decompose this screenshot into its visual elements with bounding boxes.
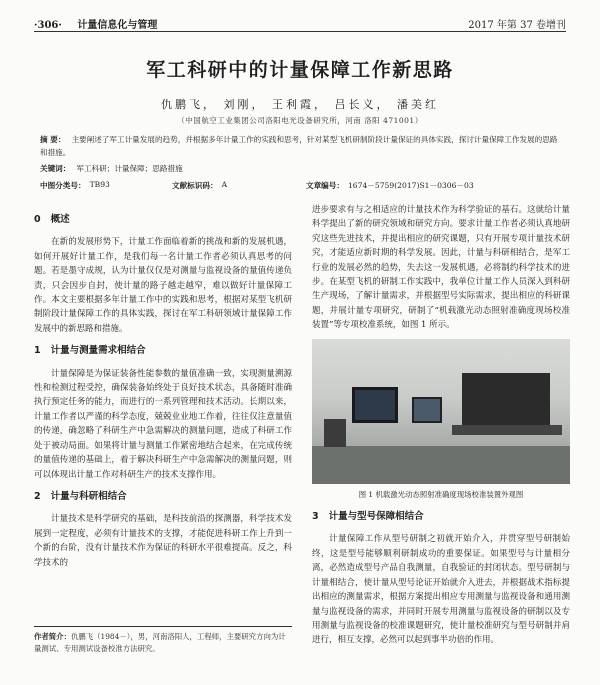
journal-name: 计量信息化与管理: [77, 20, 158, 31]
section-heading-2: [34, 490, 292, 504]
section-2-paragraph: 计量技术是科学研究的基础，是科技前沿的探测器，科学技术发展到一定程度，必须有计量技术的支撑，才能促进科研工作上升到一个新的台阶，没有计量技术作为保证的科研水平很难提高。反之，科学技术的: [34, 514, 292, 568]
equipment-box: [324, 419, 346, 447]
keywords-text: 军工科研；计量保障；思路措施: [76, 164, 183, 173]
running-head: [34, 14, 566, 32]
abstract: [40, 133, 560, 159]
device-rail: [452, 425, 562, 435]
section-heading-0: [34, 213, 292, 227]
article-meta: [40, 180, 560, 192]
section-title: 计量与科研相结合: [50, 490, 127, 502]
calibration-device: [462, 373, 550, 433]
section-title: 计量与测量需求相结合: [50, 345, 146, 357]
section-heading-3: [312, 510, 570, 524]
clc-label: 中图分类号：: [40, 181, 86, 190]
abstract-label: 摘 要：: [40, 135, 66, 144]
section-title: 概述: [50, 214, 70, 225]
author-affiliation: （中国航空工业集团公司洛阳电光设备研究所，河南 洛阳 471001）: [177, 116, 423, 125]
clc-value: TB93: [89, 180, 110, 189]
section-heading-1: [34, 344, 292, 358]
page-number: ·306·: [34, 20, 62, 31]
figure-1-photo: [312, 339, 570, 484]
doc-code-label: 文献标识码：: [172, 181, 218, 190]
issue-info: 2017 年第 37 卷增刊: [468, 20, 566, 31]
doc-code-value: A: [221, 180, 228, 189]
section-1-paragraph: 计量保障是为保证装备性能参数的量值准确一致，实现测量溯源性和检测过程受控，确保装备始终处于良好技术状态，具备随时准确执行预定任务的能力，而进行的一系列管理和技术活动。长期以来，计量工作者以严谨的科学态度，兢兢业业地工作着，往往仅注意量值的传递，确忽略了科研生产中急需解决的测量问题，造成了科研工作处于被动局面。如果将计量与测量工作紧密地结合起来，在完成传统的量值传递的基础上，着于解决科研生产中急需解决的测量问题，则可以体现出计量工作对科研生产的技术支撑作用。: [34, 368, 292, 480]
section-0-paragraph: 在新的发展形势下，计量工作面临着新的挑战和新的发展机遇，如何开展好计量工作，是我们每一名计量工作者必须认真思考的问题。若是墨守成规，认为计量仅仅是对测量与监视设备的量值传递负责，只会因步自封，使计量的路子越走越窄，难以做好计量保障工作。本文主要根据多年计量工作中的实践和思考，根据对某型飞机研制阶段计量保障工作的具体实践，探讨在军工科研领域计量保障工作发展中的新思路和措施。: [34, 237, 292, 334]
article-title: 军工科研中的计量保障工作新思路: [146, 59, 454, 81]
article-number: [306, 180, 474, 191]
secondary-monitor: [412, 397, 442, 423]
section-number: 3: [312, 511, 319, 523]
section-number: 0: [34, 214, 41, 225]
section-title: 计量与型号保障相结合: [328, 511, 424, 523]
keywords-label: 关键词：: [40, 164, 71, 173]
footnote-label: 作者简介：: [34, 632, 71, 641]
section-3-paragraph: 计量保障工作从型号研制之初就开始介入，并贯穿型号研制始终，这是型号能够顺利研制成功的重要保证。如果型号与计量相分离，必然造成型号产品自我测量，自我验证的封闭状态。型号研制与计量相结合，使计量从型号论证开始就介入进去，并根据战术指标提出相应的测量需求，根据方案提出相应专用测量与监视设备和通用测量与监视设备的需求，并同时开展专用测量与监视设备的研制以及专用测量与监视设备的校准课题研究，使计量校准研究与型号研制并肩进行，相互支撑，必然可以起到事半功倍的作用。: [312, 534, 570, 646]
monitor-screen: [352, 387, 398, 423]
running-head-left: [34, 16, 157, 31]
lab-bench: [312, 446, 570, 484]
article-number-value: 1674－5759(2017)S1－0306－03: [347, 181, 474, 190]
clc-number: [40, 180, 110, 191]
abstract-text: 主要阐述了军工计量发展的趋势，并根据多年计量工作的实践和思考，针对某型飞机研制阶段计量保证的具体实践，探讨计量保障工作发展的思路和措施。: [40, 135, 558, 157]
doc-code: [172, 180, 228, 191]
continued-paragraph: 进步要求有与之相适应的计量技术作为科学验证的基石。这就给计量科学提出了新的研究领域和研究方向。要求计量工作者必须认真地研究这些先进技术，并提出相应的研究课题，只有开展专项计量技术研究，才能适应新时期的科学发展。因此，计量与科研相结合，是军工行业的发展必然的趋势，失去这一发展机遇，必将制约科学技术的进步。在某型飞机的研制工作实践中，我单位计量工作人员深入到科研生产现场，了解计量需求，并根据型号实际需求，提出相应的科研课题，并展计量专项研究，研制了“机载激光动态照射准确度现场校准装置”等专项校准系统，如图 1 所示。: [312, 205, 570, 331]
section-number: 1: [34, 345, 41, 357]
left-column: [34, 205, 292, 570]
figure-caption: 图 1 机载激光动态照射准确度现场校准装置外观图: [358, 489, 524, 499]
right-column: [312, 203, 570, 648]
author-footnote: [34, 626, 292, 655]
article-number-label: 文章编号：: [306, 181, 344, 190]
keywords: [40, 163, 560, 174]
footnote-text: 仇鹏飞（1984－），男，河南洛阳人，工程师，主要研究方向为计量测试、专用测试设备校准方法研究。: [34, 632, 286, 653]
section-number: 2: [34, 490, 41, 502]
author-list: 仇鹏飞， 刘刚， 王利霞， 吕长义， 潘美红: [161, 98, 439, 111]
